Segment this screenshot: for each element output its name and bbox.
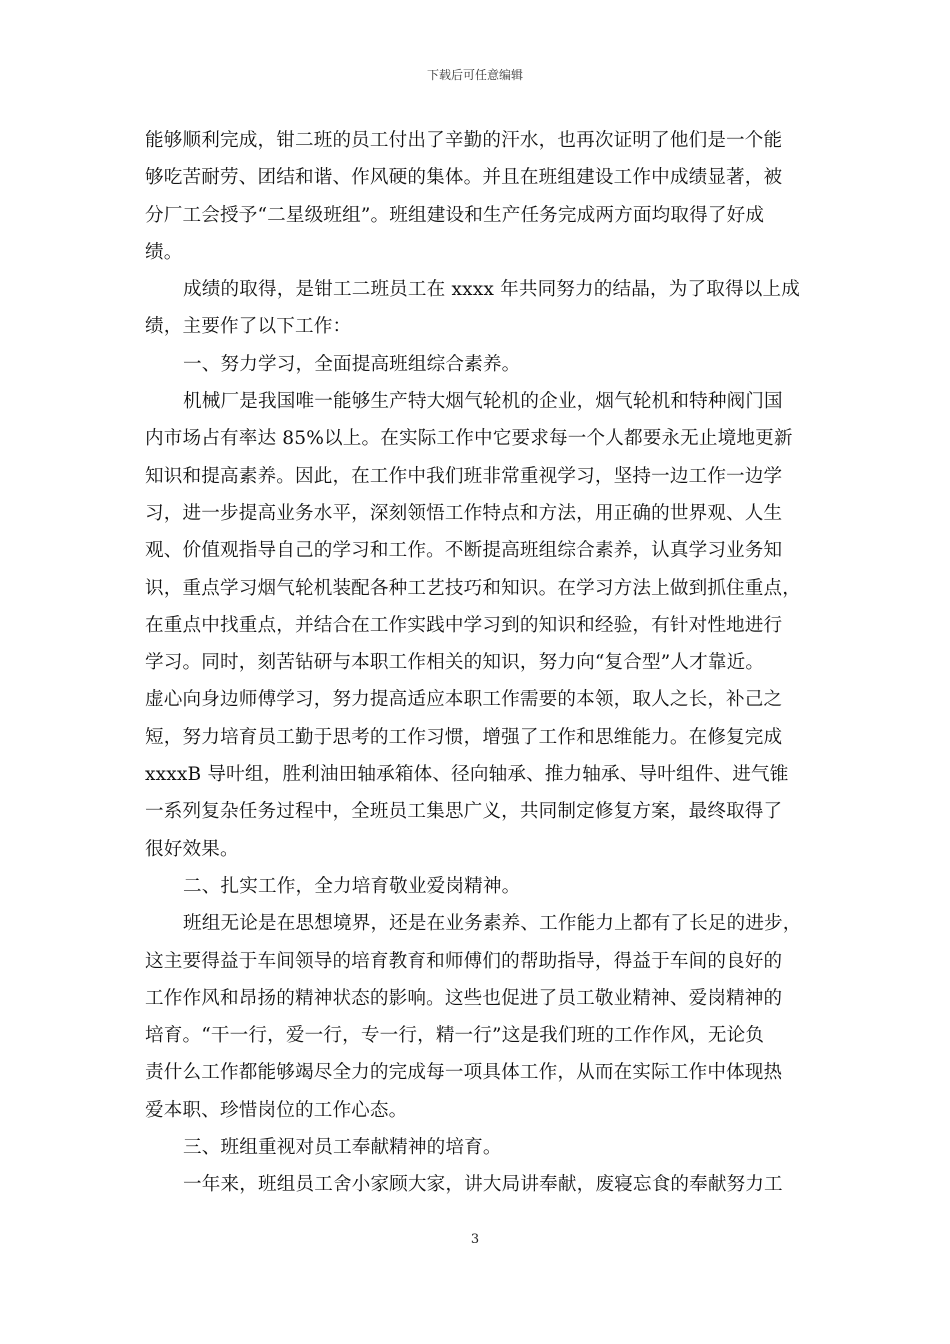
section-heading-1: 一、努力学习，全面提高班组综合素养。 bbox=[183, 353, 521, 375]
text-line: 绩，主要作了以下工作： bbox=[145, 316, 352, 338]
section-heading-2: 二、扎实工作，全力培育敬业爱岗精神。 bbox=[183, 875, 521, 897]
text-line: 爱本职、珍惜岗位的工作心态。 bbox=[145, 1099, 408, 1121]
text-line: 培育。“干一行，爱一行，专一行，精一行”这是我们班的工作作风，无论负 bbox=[145, 1025, 765, 1047]
paragraph-start: 机械厂是我国唯一能够生产特大烟气轮机的企业，烟气轮机和特种阀门国 bbox=[183, 391, 783, 413]
text-line: 分厂工会授予“二星级班组”。班组建设和生产任务完成两方面均取得了好成 bbox=[145, 204, 765, 226]
text-line: 知识和提高素养。因此，在工作中我们班非常重视学习，坚持一边工作一边学 bbox=[145, 465, 783, 487]
text-line: 在重点中找重点，并结合在工作实践中学习到的知识和经验，有针对性地进行 bbox=[145, 614, 783, 636]
text-line: 绩。 bbox=[145, 241, 183, 263]
text-line: 责什么工作都能够竭尽全力的完成每一项具体工作，从而在实际工作中体现热 bbox=[145, 1062, 783, 1084]
section-heading-3: 三、班组重视对员工奉献精神的培育。 bbox=[183, 1137, 502, 1159]
text-line: 能够顺利完成，钳二班的员工付出了辛勤的汗水，也再次证明了他们是一个能 bbox=[145, 130, 783, 151]
text-line: 很好效果。 bbox=[145, 838, 239, 860]
paragraph-start: 一年来，班组员工舍小家顾大家，讲大局讲奉献，废寝忘食的奉献努力工 bbox=[183, 1174, 783, 1196]
document-body bbox=[145, 122, 815, 1204]
paragraph-start: 班组无论是在思想境界，还是在业务素养、工作能力上都有了长足的进步， bbox=[183, 913, 802, 935]
text-line: 虚心向身边师傅学习，努力提高适应本职工作需要的本领，取人之长，补己之 bbox=[145, 689, 783, 711]
text-line: 这主要得益于车间领导的培育教育和师傅们的帮助指导，得益于车间的良好的 bbox=[145, 950, 783, 972]
text-line: 习，进一步提高业务水平，深刻领悟工作特点和方法，用正确的世界观、人生 bbox=[145, 502, 783, 524]
text-line: 一系列复杂任务过程中，全班员工集思广义，共同制定修复方案，最终取得了 bbox=[145, 801, 783, 823]
text-line: 内市场占有率达 85%以上。在实际工作中它要求每一个人都要永无止境地更新 bbox=[145, 428, 793, 450]
text-line: 识，重点学习烟气轮机装配各种工艺技巧和知识。在学习方法上做到抓住重点， bbox=[145, 577, 802, 599]
text-line: 工作作风和昂扬的精神状态的影响。这些也促进了员工敬业精神、爱岗精神的 bbox=[145, 987, 783, 1009]
paragraph-start: 成绩的取得，是钳工二班员工在 xxxx 年共同努力的结晶，为了取得以上成 bbox=[183, 279, 800, 301]
text-line: 学习。同时，刻苦钻研与本职工作相关的知识，努力向“复合型”人才靠近。 bbox=[145, 652, 765, 674]
text-line: xxxxB 导叶组，胜利油田轴承箱体、径向轴承、推力轴承、导叶组件、进气锥 bbox=[145, 764, 789, 786]
text-line: 观、价值观指导自己的学习和工作。不断提高班组综合素养，认真学习业务知 bbox=[145, 540, 783, 562]
text-line: 短，努力培育员工勤于思考的工作习惯，增强了工作和思维能力。在修复完成 bbox=[145, 726, 783, 748]
page-number: 3 bbox=[470, 1232, 480, 1247]
page-header: 下载后可任意编辑 bbox=[426, 68, 523, 82]
text-line: 够吃苦耐劳、团结和谐、作风硬的集体。并且在班组建设工作中成绩显著，被 bbox=[145, 167, 783, 189]
